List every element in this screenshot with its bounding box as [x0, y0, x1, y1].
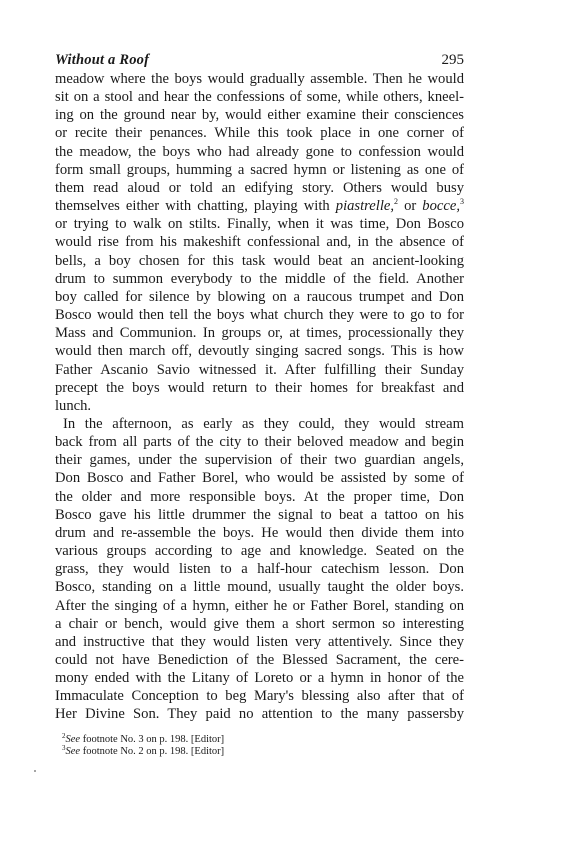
footnote-mark: 2: [62, 731, 66, 740]
text-line: Don Bosco and Father Borel, who would be assisted by some of: [55, 470, 464, 487]
text-line: drum to summon everybody to the middle of the field. Another: [55, 270, 464, 287]
text-line: mony ended with the Litany of Loreto or a hymn in honor of the: [55, 670, 464, 687]
text-line: their games, under the supervision of their two guardian angels,: [55, 452, 464, 469]
text-line: various groups according to age and knowledge. Seated on the: [55, 543, 464, 560]
footnote-ref-2[interactable]: 2: [394, 197, 398, 207]
text-line: drum and re-assemble the boys. He would then divide them into: [55, 524, 464, 541]
text-line: Bosco would then tell the boys what church they were to go to for: [55, 307, 464, 324]
text-line: ing on the ground near by, would either examine their consciences: [55, 107, 464, 124]
page-number: 295: [441, 52, 464, 68]
footnote-text: footnote No. 3 on p. 198. [Editor]: [80, 733, 225, 745]
text-line: precept the boys would return to their homes for breakfast and: [55, 379, 464, 396]
footnote-see: See: [65, 733, 81, 745]
footnote-mark: 3: [62, 744, 66, 753]
text-line: a chair or bench, would give them a short sermon so interesting: [55, 615, 464, 632]
italic-term-piastrelle: piastrelle,: [335, 198, 394, 215]
line-text: themselves either with chatting, playing with: [55, 198, 330, 215]
text-line: or recite their penances. While this took place in one corner of: [55, 125, 464, 142]
footnote-3: [62, 746, 464, 759]
footnote-text: footnote No. 2 on p. 198. [Editor]: [80, 746, 225, 758]
text-line: the meadow, the boys who had already gone to confession would: [55, 143, 464, 160]
text-line: Bosco, standing on a little mound, usually taught the older boys.: [55, 579, 464, 596]
text-line: grass, they would listen to a half-hour catechism lesson. Don: [55, 561, 464, 578]
text-line: In the afternoon, as early as they could, they would stream: [63, 415, 464, 432]
body-text: [55, 70, 464, 724]
text-line: bells, a boy chosen for this task would beat an ancient-looking: [55, 252, 464, 269]
text-line: would then march off, devoutly singing sacred songs. This is how: [55, 343, 464, 360]
conjunction: or: [398, 198, 423, 215]
text-line: boy called for silence by blowing on a raucous trumpet and Don: [55, 288, 464, 305]
text-line: them read aloud or told an edifying story. Others would busy: [55, 179, 464, 196]
book-page: [55, 52, 464, 759]
text-line-with-notes: [55, 197, 464, 215]
text-line: would rise from his makeshift confessional and, in the absence of: [55, 234, 464, 251]
text-line: sit on a stool and hear the confessions of some, while others, kneel-: [55, 89, 464, 106]
text-line: form small groups, humming a sacred hymn or listening as one of: [55, 161, 464, 178]
text-line: and instructive that they would listen very attentively. Since they: [55, 633, 464, 650]
footnote-ref-3[interactable]: 3: [459, 197, 464, 207]
margin-speck: [34, 770, 36, 772]
text-line: Her Divine Son. They paid no attention to the many passersby: [55, 706, 464, 723]
text-line: or trying to walk on stilts. Finally, when it was time, Don Bosco: [55, 216, 464, 233]
text-line: could not have Benediction of the Blessed Sacrament, the cere-: [55, 652, 464, 668]
text-line: back from all parts of the city to their beloved meadow and begin: [55, 434, 464, 451]
text-line: Mass and Communion. In groups or, at times, processionally they: [55, 325, 464, 342]
text-line: lunch.: [55, 397, 92, 414]
text-line: Father Ascanio Savio witnessed it. After fulfilling their Sunday: [55, 361, 464, 378]
footnotes: [55, 731, 464, 759]
text-line: Immaculate Conception to beg Mary's blessing also after that of: [55, 688, 464, 705]
text-line: the older and more responsible boys. At the proper time, Don: [55, 488, 464, 505]
italic-term-bocce: bocce,: [422, 198, 460, 215]
text-line: Bosco gave his little drummer the signal to beat a tattoo on his: [55, 506, 464, 523]
text-line: meadow where the boys would gradually assemble. Then he would: [55, 71, 464, 87]
text-line: After the singing of a hymn, either he or Father Borel, standing on: [55, 597, 464, 614]
footnote-2: [62, 731, 464, 747]
running-head: [55, 52, 464, 69]
footnote-see: See: [65, 746, 81, 758]
running-title: Without a Roof: [55, 52, 150, 68]
